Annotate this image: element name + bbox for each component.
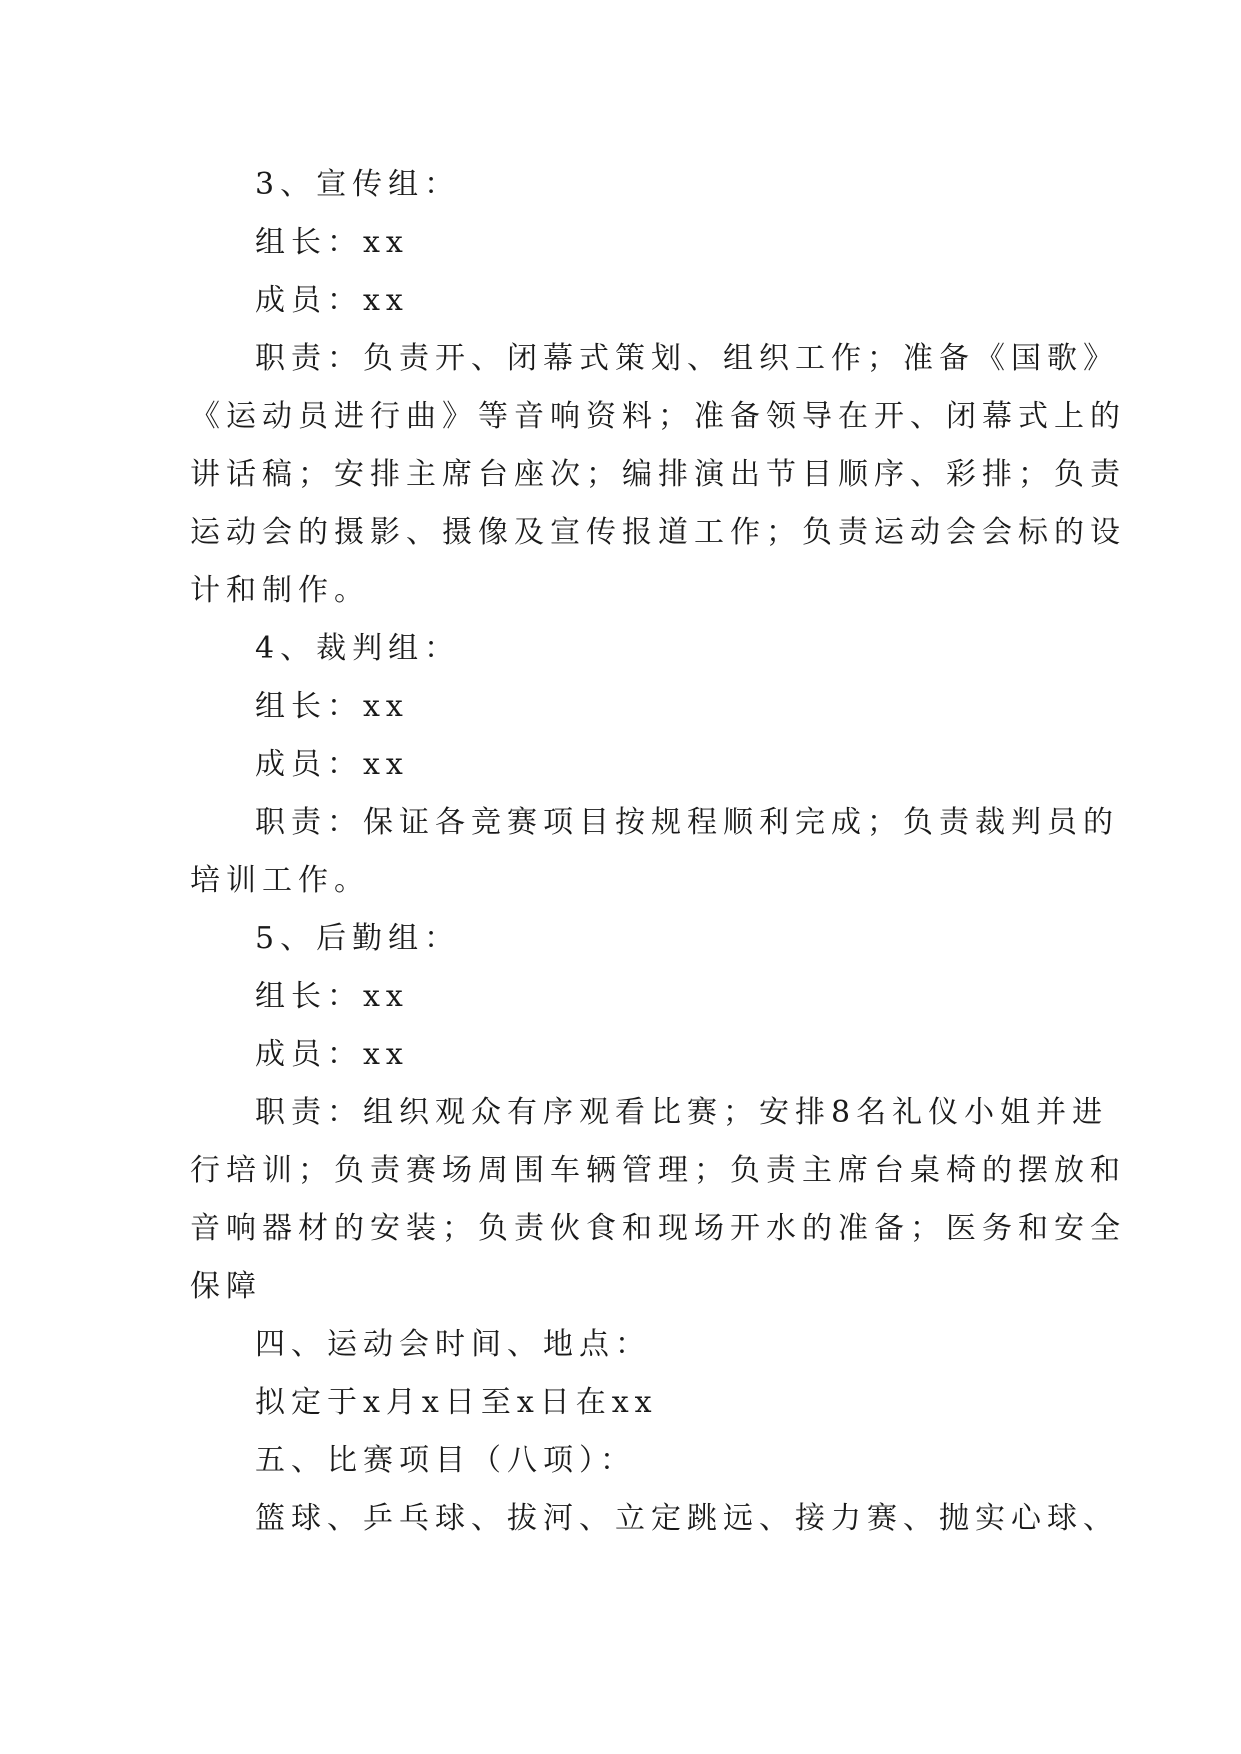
events-line: 篮球、乒乓球、拔河、立定跳远、接力赛、抛实心球、 [255,1501,1119,1536]
paragraph-line: 音响器材的安装；负责伙食和现场开水的准备；医务和安全 [190,1211,1126,1246]
time-place-line: 拟定于x月x日至x日在xx [255,1385,658,1420]
paragraph-line: 行培训；负责赛场周围车辆管理；负责主席台桌椅的摆放和 [190,1153,1126,1188]
paragraph-line: 讲话稿；安排主席台座次；编排演出节目顺序、彩排；负责 [190,457,1126,492]
duties-line: 职责：组织观众有序观看比赛；安排8名礼仪小姐并进 [255,1095,1109,1130]
members-line: 成员：xx [255,283,409,318]
section-heading-events: 五、比赛项目（八项）： [255,1443,636,1478]
duties-line: 职责：负责开、闭幕式策划、组织工作；准备《国歌》 [255,341,1119,376]
leader-line: 组长：xx [255,979,409,1014]
section-heading-referee: 4、裁判组： [255,631,461,666]
paragraph-line: 《运动员进行曲》等音响资料；准备领导在开、闭幕式上的 [190,399,1126,434]
paragraph-line: 计和制作。 [190,573,370,608]
duties-line: 职责：保证各竞赛项目按规程顺利完成；负责裁判员的 [255,805,1119,840]
members-line: 成员：xx [255,747,409,782]
leader-line: 组长：xx [255,689,409,724]
leader-line: 组长：xx [255,225,409,260]
members-line: 成员：xx [255,1037,409,1072]
paragraph-line: 保障 [190,1269,262,1304]
paragraph-line: 培训工作。 [190,863,370,898]
section-heading-time-place: 四、运动会时间、地点： [255,1327,651,1362]
section-heading-publicity: 3、宣传组： [255,167,461,202]
paragraph-line: 运动会的摄影、摄像及宣传报道工作；负责运动会会标的设 [190,515,1126,550]
section-heading-logistics: 5、后勤组： [255,921,461,956]
